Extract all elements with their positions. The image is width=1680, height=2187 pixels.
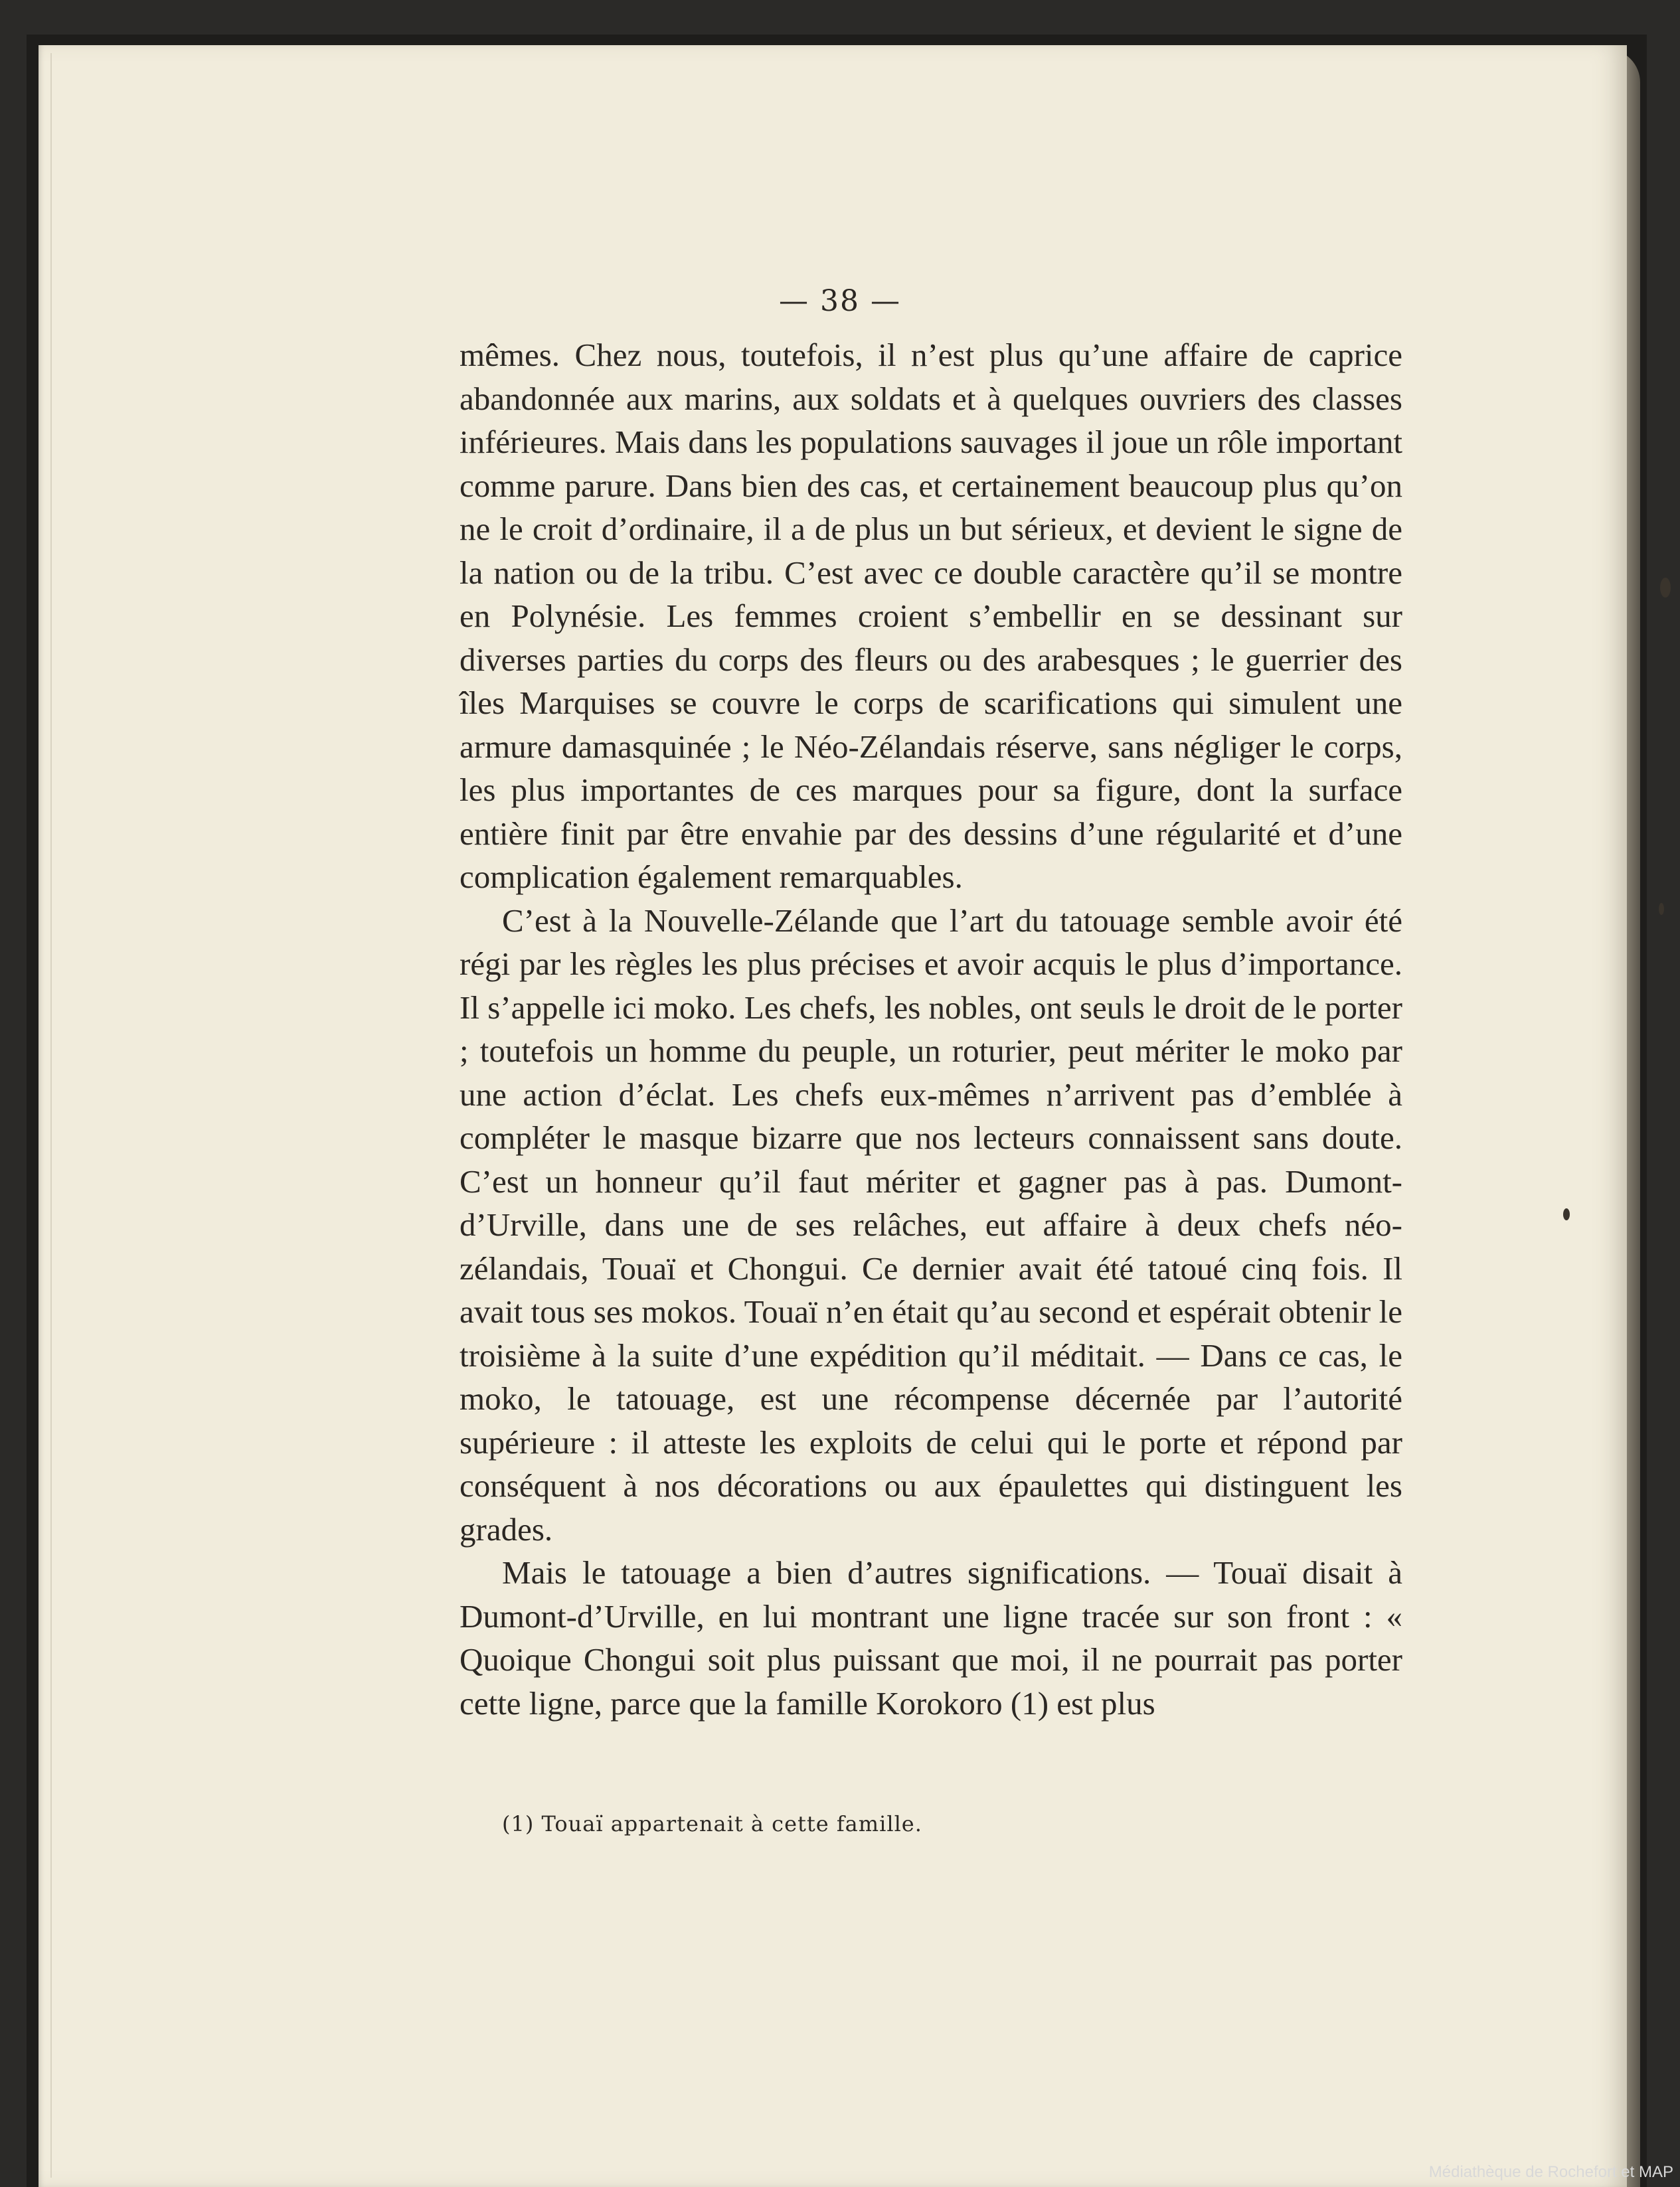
credit-watermark: Médiathèque de Rochefort et MAP <box>1428 2163 1673 2181</box>
footnote: (1) Touaï appartenait à cette famille. <box>502 1811 922 1836</box>
paragraph-1: mêmes. Chez nous, toutefois, il n’est plus qu’une affaire de caprice abandonnée aux marins, aux soldats et à quelques ouvriers des classes inférieures. Mais dans les populations sauvages il joue un rôle important comme parure. Dans bien des cas, et certainement beaucoup plus qu’on ne le croit d’ordinaire, il a de plus un but sérieux, et devient le signe de la nation ou de la tribu. C’est avec ce double caractère qu’il se montre en Polynésie. Les femmes croient s’embellir en se dessinant sur diverses parties du corps des fleurs ou des arabesques ; le guerrier des îles Marquises se couvre le corps de scarifications qui simulent une armure damasquinée ; le Néo-Zélandais réserve, sans négliger le corps, les plus importantes de ces marques pour sa figure, dont la surface entière finit par être envahie par des dessins d’une régularité et d’une complication également remarquables. <box>460 337 1402 895</box>
body-text <box>460 333 1402 1725</box>
ink-speck <box>1659 903 1664 915</box>
ink-speck <box>1563 1208 1570 1220</box>
ink-speck <box>1660 578 1671 598</box>
paragraph-2: C’est à la Nouvelle-Zélande que l’art du tatouage semble avoir été régi par les règles les plus précises et avoir acquis le plus d’importance. Il s’appelle ici moko. Les chefs, les nobles, ont seuls le droit de le porter ; toutefois un homme du peuple, un roturier, peut mériter le moko par une action d’éclat. Les chefs eux-mêmes n’arrivent pas d’emblée à compléter le masque bizarre que nos lecteurs connaissent sans doute. C’est un honneur qu’il faut mériter et gagner pas à pas. Dumont-d’Urville, dans une de ses relâches, eut affaire à deux chefs néo-zélandais, Touaï et Chongui. Ce dernier avait été tatoué cinq fois. Il avait tous ses mokos. Touaï n’en était qu’au second et espérait obtenir le troisième à la suite d’une expédition qu’il méditait. — Dans ce cas, le moko, le tatouage, est une récompense décernée par l’autorité supérieure : il atteste les exploits de celui qui le porte et répond par conséquent à nos décorations ou aux épaulettes qui distinguent les grades. <box>460 902 1402 1548</box>
page-border-line <box>50 53 52 2178</box>
page-number: — 38 — <box>779 284 901 318</box>
paragraph-3: Mais le tatouage a bien d’autres significations. — Touaï disait à Dumont-d’Urville, en lui montrant une ligne tracée sur son front : « Quoique Chongui soit plus puissant que moi, il ne pourrait pas porter cette ligne, parce que la famille Korokoro (1) est plus <box>460 1554 1402 1722</box>
